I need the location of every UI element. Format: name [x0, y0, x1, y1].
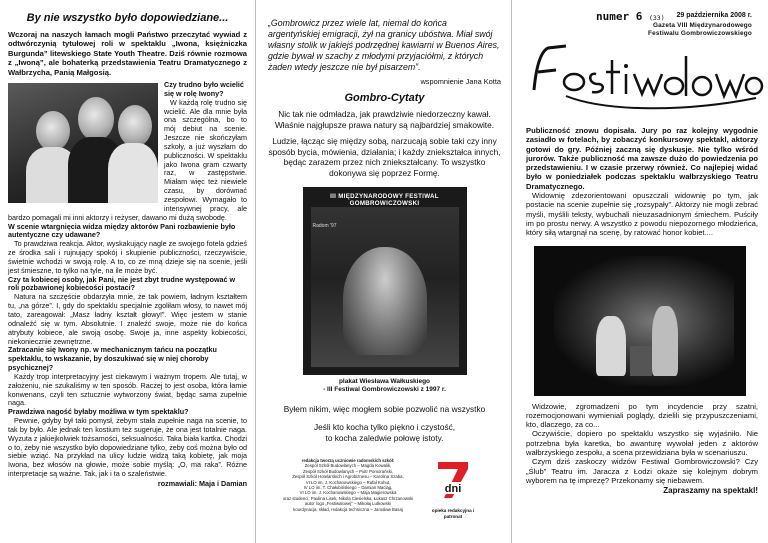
staff-line: Zespół Szkół Hotelarskich i Agrobiznesu – Karolina Szaba, [292, 474, 404, 480]
staff-line: Zespół Szkół Budowlanych – Piotr Pomorański, [302, 468, 394, 474]
poster-caption-line2: - III Festiwal Gombrowiczowski z 1997 r. [323, 385, 446, 393]
festival-poster [303, 187, 467, 375]
staff-line: autor logo „Festiwalowej” – Mikołaj Lutkowski [305, 501, 391, 507]
front-column [512, 0, 768, 543]
logo-text: Festiwalowa [526, 38, 532, 39]
article-paragraph-3: Oczywiście, dopiero po spektaklu wszystko się wyjaśniło. Nie potrzebna była karetka, bo awanturę wywołał jeden z aktorów wałbrzyskiego zespołu, a scena przewidziana była w scenariuszu. [526, 429, 758, 458]
poster-title: III MIĘDZYNARODOWY FESTIWAL GOMBROWICZOWSKI [330, 192, 439, 208]
staff-line: koordynacja, skład, redakcja techniczna – Jarosław Basaj [293, 506, 403, 512]
answer-3: Natura na szczęście obdarzyła mnie, że tak powiem, ładnym kształtem tu, „na górze”. I, gdy do spektaklu specjalnie zgoliłam włosy, to nawet mój tato, zareagował: „Masz ładny kształt głowy!”. Więc jestem w stanie odnaleźć się w tym. Absolutnie. I znaleźć swoje, może nie do końca atrybuty kobiece, ale swoją osobę. Swoje ja, inne aspekty kobiecości, niekoniecznie zewnętrzne. [8, 292, 247, 346]
issue-date: 29 października 2008 r. [676, 12, 752, 19]
issue-number-label: numer 6 [596, 10, 643, 23]
festiwalowa-logo [526, 38, 758, 118]
interview-signature: rozmawiali: Maja i Damian [157, 479, 247, 488]
festival-name [648, 22, 752, 38]
staff-list [268, 458, 428, 512]
kott-quote: „Gombrowicz przez wiele lat, niemal do końca argentyńskiej emigracji, żył na granicy ubóstwa. Miał swój własny stolik w jakiejś podrzędnej kawiarni w Buenos Aires, gdzie bywał w szachy z młodymi przyjaciółmi, z których żaden wtedy jeszcze nie był pisarzem”. [268, 18, 500, 72]
article-lead: Publiczność znowu dopisała. Jury po raz kolejny wygodnie zasiadło w fotelach, by zobaczyć konkursowy spektakl, aktorzy gotowi do gry. Później zaczną się dyskusje. Nie tylko wśród jurorów. Także publiczność ma zawsze dużo do powiedzenia po przedstawieniu. I w czasie przerwy również. Co najlepiej widać było w poniedziałek podczas spektaklu wałbrzyskiego Teatru Dramatycznego. [526, 126, 758, 191]
question-3: Czy ta kobiecej osoby, jak Pani, nie jest zbyt trudne występować w roli pozbawionej kobiecości postaci? [8, 274, 236, 293]
actors-photo [8, 83, 158, 203]
interview-column [0, 0, 256, 543]
interview-title: By nie wszystko było dopowiedziane... [26, 12, 229, 24]
staff-header: redakcja tworzą uczniowie radomskich szkół: [301, 458, 395, 463]
staff-line: IV LO im. T. Chałubińskiego – Damian Maciąg, [303, 485, 393, 491]
question-4: Zatracanie się Iwony np. w mechanicznym tańcu na początku spektaklu, to wskazanie, by doszukiwać się w niej choroby psychicznej? [8, 345, 217, 373]
article-paragraph-2: Widzowie, zgromadzeni po tym incydencie przy szatni, rozemocjonowani wymieniali poglądy, dzielili się przypuszczeniami, kto, dlaczego, za co... [526, 401, 758, 430]
answer-2: To prawdziwa reakcja. Aktor, wyskakujący nagle ze swojego fotela gdzieś ze środka sali i rujnujący spokój i skupienie publiczności, rzeczywiście, świetnie wchodzi w swoją rolę. A to, co ze mną dzieje się na scenie, jeśli jest śmieszne, to tylko na tyle, na ile może być. [8, 239, 247, 275]
article-paragraph-4: Czym dziś zaskoczy widzów Festiwal Gombrowiczowski? Czy „Ślub” Teatru im. Jaracza z Łodzi okaże się kolejnym dobrym wyborem na tę imprezę? Przekonamy się niebawem. [526, 457, 758, 485]
citation-1: Nic tak nie odmładza, jak prawdziwie niedorzeczny kawał. Właśnie najgłupsze prawa natury są najbardziej smakowite. [274, 109, 495, 130]
staff-line: VI LO im. J. Kochanowskiego – Maja Magierowska [299, 490, 397, 496]
citation-4 [268, 422, 501, 443]
issue-count: (33) [648, 14, 665, 22]
answer-4: Każdy trop interpretacyjny jest ciekawym i ważnym tropem. Ale tutaj, w założeniu, nie szukaliśmy w ten sposób. Raczej to jest osoba, która łamie konwenans, czyli ten sztucznie wytworzony świat, będąc sama zupełnie naga. [8, 371, 247, 408]
festiwalowa-logo-graphic [526, 38, 766, 118]
editorial-footer [268, 458, 504, 538]
answer-1: W każdą rolę trudno się wcielić. Ale dla mnie była ona szczególna, bo to mój debiut na scenie. Jeszcze nie skończyłam szkoły, a już wyszłam do publiczności. W spektaklu jako Iwona gram czwarty raz, w zastępstwie. Miałam więc też niewiele czasu, by dorównać zespołowi. Wymagało to intensywnej pracy, ale bardzo pomagali mi inni aktorzy i reżyser, dawano mi dużą swobodę. [8, 97, 247, 222]
poster-subtitle: Radom '97 [312, 222, 337, 229]
quote-author: wspomnienie Jana Kotta [420, 77, 501, 86]
festival-name-line2: Festiwalu Gombrowiczowskiego [648, 30, 752, 37]
masthead [526, 6, 758, 37]
logo-caption: opieka redakcyjna i patronat [431, 508, 475, 519]
article-paragraph-1: Widownię zdezorientowani opuszczali widownię po tym, jak postacie na scenie zupełnie się „rozsypały”. Aktorzy nie mogli zebrać myśli, myślili teksty, wybuchali nieuzasadnionym śmiechem. Puściły im po prostu nerwy. A wszystko z powodu niepozornego młodzieńca, który siłą wtargnął na scenę, by ratować honor kobiet.... [526, 191, 758, 238]
citation-4-line2: to kocha zaledwie połowę istoty. [325, 432, 444, 443]
poster-caption [268, 378, 501, 394]
staff-line: oraz studenci: Paulina Lisek, Nikola Ciesielska, Łukasz Chrzanowski [282, 495, 414, 501]
question-1: Czy trudno było wcielić się w rolę Iwony? [164, 80, 244, 98]
citation-4-line1: Jeśli kto kocha tylko piękno i czystość, [313, 422, 456, 433]
question-5: Prawdziwa nagość byłaby możliwa w tym spektaklu? [8, 407, 189, 417]
question-2: W scenie wtargnięcia widza między aktorów Pani rozbawienie było autentyczne czy udawane? [8, 221, 236, 240]
staff-line: VI LO im. J. Kochanowskiego – Rafał Kohut, [305, 479, 391, 485]
answer-5: Pewnie, gdyby był taki pomysł, żebym stała zupełnie naga na scenie, to tak by było. Ale jednak ten kostium też sugeruje, że ona jest totalnie naga. Wyzuta z jakiejkolwiek tożsamości, seksualności. Taka biała kartka. Chodzi o to, żeby nie wszystko było dopowiedziane tylko, żeby coś można było od siebie wziąć. Na przykład na ulicy ludzie widzą taką kobietę, jak moja Iwona, bez włosów na głowie, może sobie myślą: „O, ma raka”. Różne interpretacje są ważne. Tak, jak i ta o szaleństwie. [8, 416, 247, 479]
stage-photo [534, 246, 746, 396]
staff-line: Zespół Szkół Budowlanych – Magda Kowalik, [304, 463, 392, 469]
citation-3: Byłem nikim, więc mogłem sobie pozwolić na wszystko [283, 403, 486, 414]
seven-dni-logo [436, 460, 470, 500]
svg-text:dni: dni [444, 483, 462, 495]
interview-lead: Wczoraj na naszych łamach mogli Państwo przeczytać wywiad z odtwórczynią tytułowej roli w spektaklu „Iwona, księżniczka Burgunda” litewskiego State Youth Theatre. Dziś równie rozmowa z „Iwoną”, ale bohaterką przedstawienia Teatru Dramatycznego z Wałbrzycha, Panią Małgosią. [8, 30, 247, 77]
closing-invite: Zapraszamy na spektakl! [663, 486, 758, 496]
festival-name-line1: Gazeta VIII Międzynarodowego [653, 22, 752, 29]
gombro-title: Gombro-Cytaty [344, 92, 425, 104]
citation-2: Ludzie, łącząc się między sobą, narzucają sobie taki czy inny sposób bycia, mówienia, działania; i każdy zniekształca innych, będąc zarazem przez nich zniekształcany. To wszystko dokonywa się poprzez Formę. [268, 136, 501, 178]
poster-caption-line1: plakat Wiesława Wałkuskiego [338, 377, 431, 385]
